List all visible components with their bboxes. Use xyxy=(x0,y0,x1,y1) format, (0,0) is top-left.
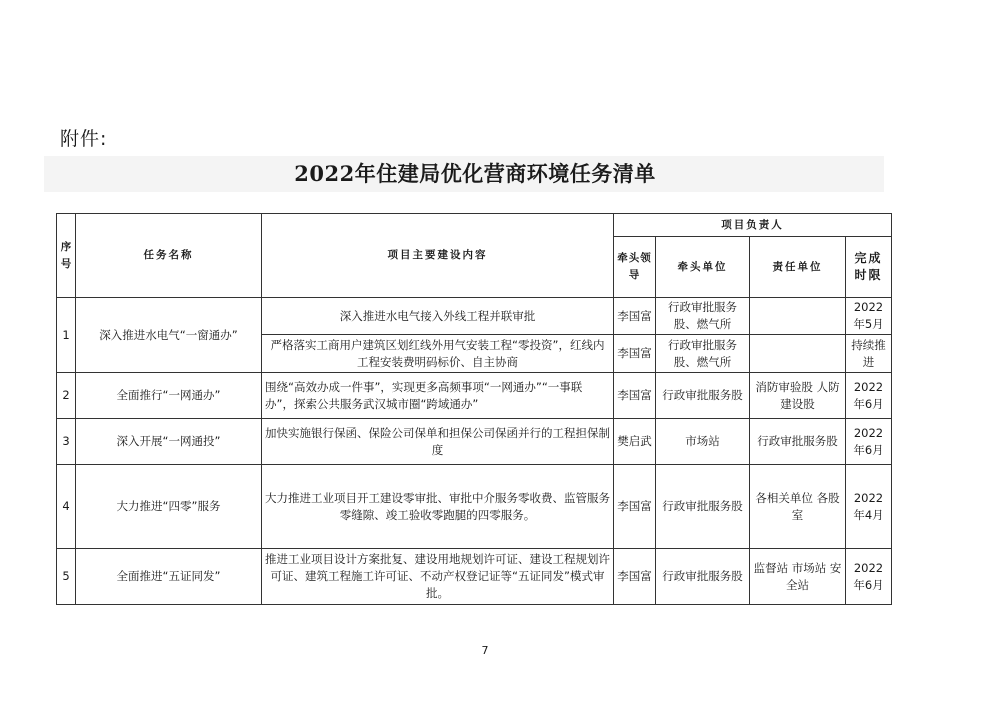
cell-deadline: 2022年6月 xyxy=(846,549,892,605)
table-row xyxy=(57,465,892,549)
cell-seq: 3 xyxy=(57,419,76,465)
cell-resp-unit: 各相关单位 各股室 xyxy=(750,465,846,549)
cell-seq: 2 xyxy=(57,373,76,419)
header-task-name: 任务名称 xyxy=(76,214,262,298)
cell-lead-unit: 行政审批服务股、燃气所 xyxy=(656,335,750,373)
cell-leader: 李国富 xyxy=(614,335,656,373)
header-row-top xyxy=(57,214,892,237)
cell-resp-unit: 消防审验股 人防建设股 xyxy=(750,373,846,419)
header-seq: 序号 xyxy=(57,214,76,298)
cell-seq: 4 xyxy=(57,465,76,549)
cell-task: 全面推进“五证同发” xyxy=(76,549,262,605)
cell-leader: 李国富 xyxy=(614,373,656,419)
cell-content: 深入推进水电气接入外线工程并联审批 xyxy=(262,298,614,335)
cell-leader: 李国富 xyxy=(614,549,656,605)
header-lead-leader: 牵头领导 xyxy=(614,237,656,298)
task-table xyxy=(56,213,892,605)
document-title: 2022年住建局优化营商环境任务清单 xyxy=(294,161,656,186)
cell-resp-unit xyxy=(750,298,846,335)
header-lead-unit: 牵头单位 xyxy=(656,237,750,298)
cell-content: 围绕“高效办成一件事”，实现更多高频事项“一网通办”“一事联办”，探索公共服务武汉城市圈“跨域通办” xyxy=(262,373,614,419)
cell-lead-unit: 行政审批服务股、燃气所 xyxy=(656,298,750,335)
cell-task: 大力推进“四零”服务 xyxy=(76,465,262,549)
cell-resp-unit xyxy=(750,335,846,373)
cell-leader: 樊启武 xyxy=(614,419,656,465)
table-row xyxy=(57,419,892,465)
cell-lead-unit: 行政审批服务股 xyxy=(656,373,750,419)
cell-deadline: 2022年4月 xyxy=(846,465,892,549)
cell-deadline: 2022年5月 xyxy=(846,298,892,335)
attachment-label: 附件: xyxy=(60,128,108,150)
cell-leader: 李国富 xyxy=(614,298,656,335)
cell-seq: 5 xyxy=(57,549,76,605)
cell-content: 严格落实工商用户建筑区划红线外用气安装工程“零投资”，红线内工程安装费明码标价、自主协商 xyxy=(262,335,614,373)
cell-deadline: 持续推进 xyxy=(846,335,892,373)
table-row xyxy=(57,373,892,419)
header-responsible-group: 项目负责人 xyxy=(614,214,892,237)
header-resp-unit: 责任单位 xyxy=(750,237,846,298)
cell-task: 深入推进水电气“一窗通办” xyxy=(76,298,262,373)
cell-deadline: 2022年6月 xyxy=(846,373,892,419)
cell-content: 大力推进工业项目开工建设零审批、审批中介服务零收费、监管服务零缝隙、竣工验收零跑腿的四零服务。 xyxy=(262,465,614,549)
table-row xyxy=(57,549,892,605)
cell-task: 深入开展“一网通投” xyxy=(76,419,262,465)
cell-leader: 李国富 xyxy=(614,465,656,549)
page-number: 7 xyxy=(481,644,489,657)
header-deadline: 完成时限 xyxy=(846,237,892,298)
table-row xyxy=(57,298,892,335)
cell-resp-unit: 行政审批服务股 xyxy=(750,419,846,465)
cell-content: 加快实施银行保函、保险公司保单和担保公司保函并行的工程担保制度 xyxy=(262,419,614,465)
cell-lead-unit: 行政审批服务股 xyxy=(656,465,750,549)
cell-seq: 1 xyxy=(57,298,76,373)
cell-task: 全面推行“一网通办” xyxy=(76,373,262,419)
cell-resp-unit: 监督站 市场站 安全站 xyxy=(750,549,846,605)
cell-lead-unit: 市场站 xyxy=(656,419,750,465)
cell-content: 推进工业项目设计方案批复、建设用地规划许可证、建设工程规划许可证、建筑工程施工许可证、不动产权登记证等“五证同发”模式审批。 xyxy=(262,549,614,605)
cell-lead-unit: 行政审批服务股 xyxy=(656,549,750,605)
header-content: 项目主要建设内容 xyxy=(262,214,614,298)
cell-deadline: 2022年6月 xyxy=(846,419,892,465)
